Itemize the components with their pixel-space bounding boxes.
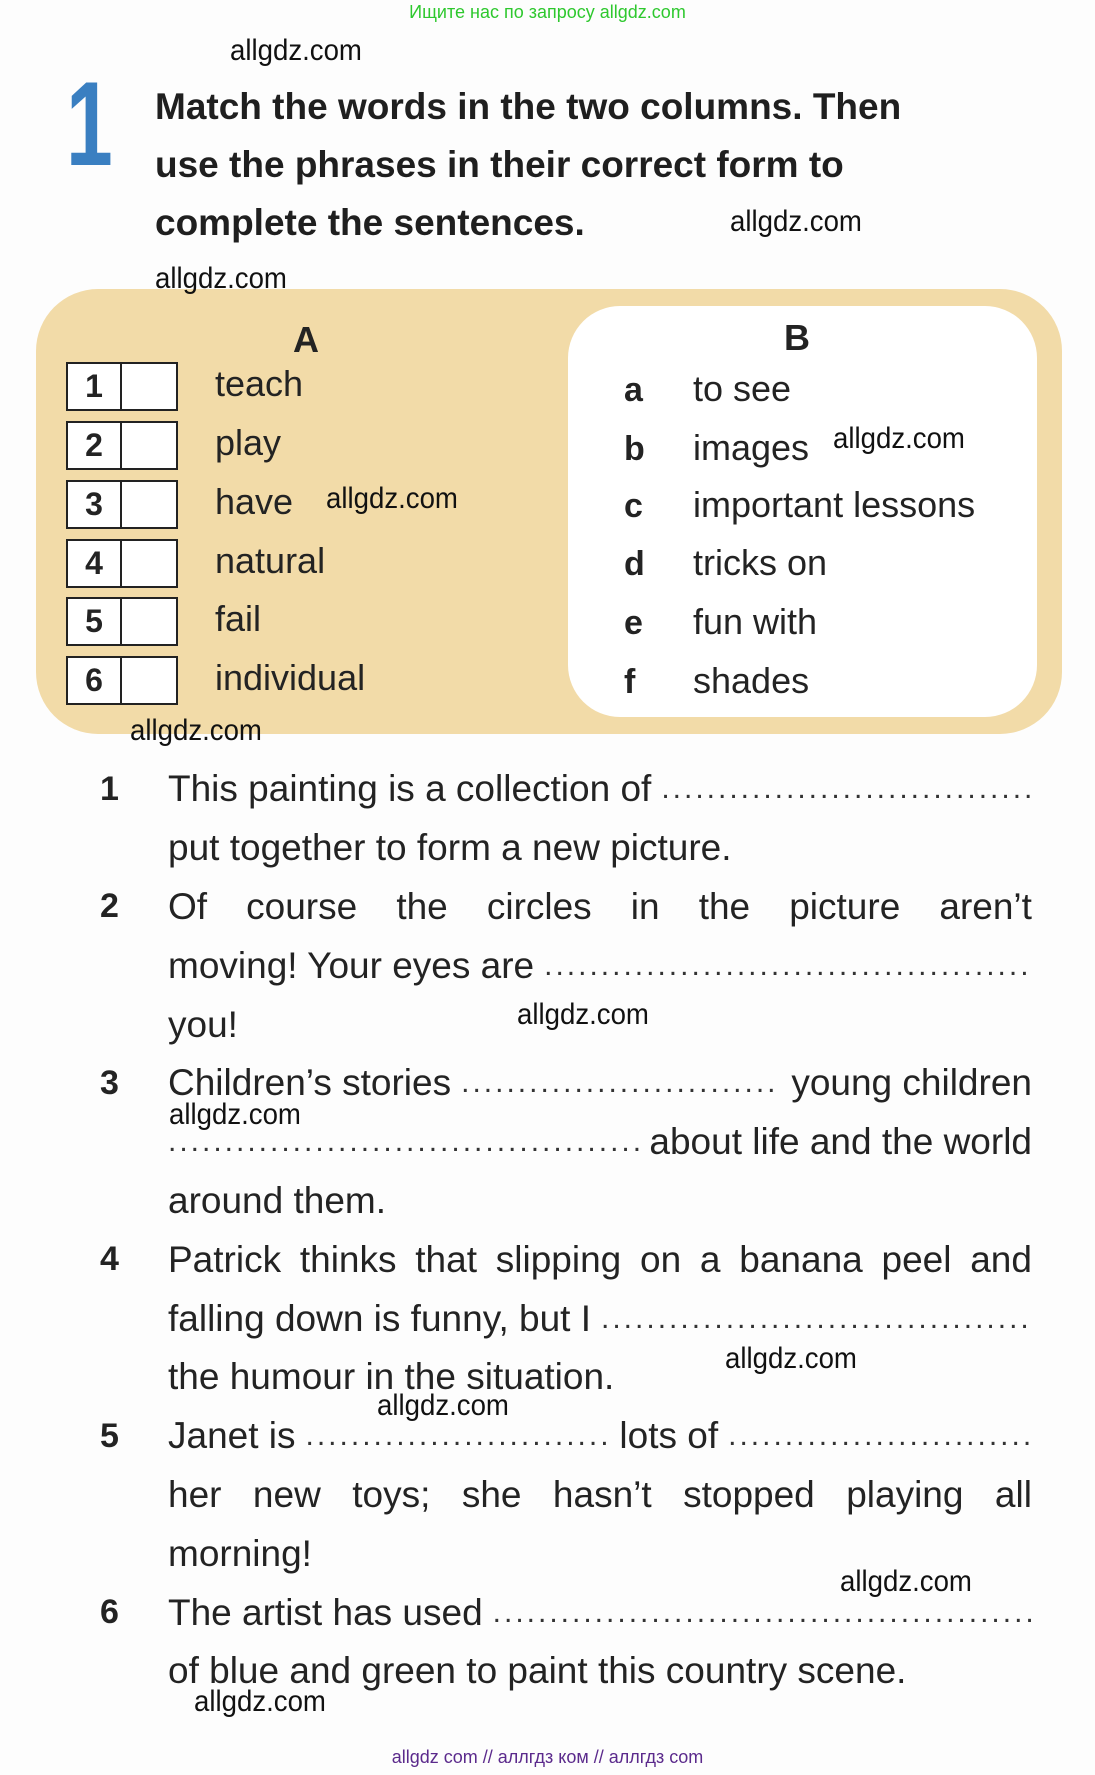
column-b-header: B xyxy=(784,317,810,358)
sentence-fragment: the xyxy=(396,885,448,927)
sentence xyxy=(100,1230,1032,1406)
answer-blank[interactable] xyxy=(461,1066,781,1100)
sentence-line xyxy=(100,878,1032,937)
sentence-line xyxy=(100,819,1032,878)
item-letter: d xyxy=(624,545,645,583)
item-number: 6 xyxy=(68,658,122,703)
column-a-word: teach xyxy=(215,363,304,404)
column-a-word: natural xyxy=(215,540,326,581)
sentence-fragment: young children xyxy=(791,1062,1032,1104)
sentence-text xyxy=(168,1239,1032,1281)
answer-blank[interactable] xyxy=(661,772,1032,806)
instruction-line: complete the sentences. xyxy=(155,202,585,243)
sentence-line xyxy=(100,1407,1032,1466)
sentence-fragment: new xyxy=(252,1473,321,1515)
sentence-fragment: a xyxy=(699,1238,721,1280)
answer-input[interactable] xyxy=(122,423,176,468)
sentence-fragment: aren’t xyxy=(939,885,1032,927)
answer-blank[interactable] xyxy=(306,1419,610,1453)
sentence-text xyxy=(168,1356,1032,1398)
sentence-number: 5 xyxy=(100,1416,119,1455)
sentence-fragment: you! xyxy=(168,1003,238,1045)
item-number: 3 xyxy=(68,482,122,527)
column-a-word: have xyxy=(215,481,294,522)
sentence-fragment: all xyxy=(994,1473,1032,1515)
sentence-fragment: Of xyxy=(168,885,208,927)
answer-box xyxy=(66,539,178,588)
sentence-fragment: This painting is a collection of xyxy=(168,768,652,810)
sentence-line xyxy=(100,1172,1032,1231)
footer-links[interactable]: allgdz com // аллгдз ком // аллгдз com xyxy=(391,1747,704,1767)
sentence-text xyxy=(168,827,1032,869)
instruction-line: use the phrases in their correct form to xyxy=(155,144,844,185)
sentence-fragment: slipping xyxy=(495,1238,622,1280)
answer-input[interactable] xyxy=(122,658,176,703)
sentence-fragment: falling down is funny, but I xyxy=(168,1297,592,1339)
item-number: 1 xyxy=(68,364,122,409)
sentence-fragment: Janet is xyxy=(168,1415,296,1457)
sentence-line xyxy=(100,760,1032,819)
sentence-fragment: her xyxy=(168,1473,222,1515)
watermark: allgdz.com xyxy=(169,1098,301,1131)
watermark: allgdz.com xyxy=(230,34,362,67)
answer-box xyxy=(66,480,178,529)
sentence-fragment: course xyxy=(246,885,358,927)
sentence-number: 2 xyxy=(100,887,119,926)
sentence-line xyxy=(100,1466,1032,1525)
sentence-fragment: morning! xyxy=(168,1532,312,1574)
answer-blank[interactable] xyxy=(493,1596,1032,1630)
sentence-fragment: around them. xyxy=(168,1179,387,1221)
answer-input[interactable] xyxy=(122,364,176,409)
item-number: 2 xyxy=(68,423,122,468)
exercise-number: 1 xyxy=(66,57,113,191)
item-letter: a xyxy=(624,371,643,409)
sentence xyxy=(100,1054,1032,1230)
watermark: allgdz.com xyxy=(326,482,458,515)
watermark: allgdz.com xyxy=(833,422,965,455)
item-letter: c xyxy=(624,487,643,525)
answer-blank[interactable] xyxy=(728,1419,1032,1453)
exercise-instructions xyxy=(155,78,1055,252)
watermark: allgdz.com xyxy=(130,714,262,747)
column-a-header: A xyxy=(293,319,319,360)
sentence-text xyxy=(168,1298,1032,1340)
sentence-number: 6 xyxy=(100,1593,119,1632)
watermark: allgdz.com xyxy=(377,1389,509,1422)
column-b-phrase: to see xyxy=(693,368,792,409)
column-a-word: individual xyxy=(215,657,366,698)
sentence-fragment: moving! Your eyes are xyxy=(168,944,535,986)
sentence xyxy=(100,1583,1032,1701)
answer-blank[interactable] xyxy=(601,1302,1032,1336)
sentence-fragment: circles xyxy=(486,885,592,927)
watermark: allgdz.com xyxy=(194,1685,326,1718)
column-a-word: fail xyxy=(215,598,262,639)
sentence-fragment: put together to form a new picture. xyxy=(168,827,732,869)
item-letter: b xyxy=(624,430,645,468)
sentence-fragment: about life and the world xyxy=(649,1121,1032,1163)
sentence-fragment: that xyxy=(415,1238,477,1280)
answer-input[interactable] xyxy=(122,482,176,527)
sentence-fragment: peel xyxy=(881,1238,952,1280)
column-b-phrase: important lessons xyxy=(693,484,976,525)
item-letter: f xyxy=(624,663,636,701)
sentence-fragment: hasn’t xyxy=(552,1473,652,1515)
sentence-fragment: she xyxy=(461,1473,522,1515)
sentence-line xyxy=(100,1289,1032,1348)
sentence-list xyxy=(100,760,1032,1701)
sentence-fragment: playing xyxy=(846,1473,964,1515)
sentence-fragment: the xyxy=(698,885,751,927)
answer-input[interactable] xyxy=(122,541,176,586)
search-hint-link[interactable]: Ищите нас по запросу allgdz.com xyxy=(409,2,686,22)
sentence-fragment: stopped xyxy=(683,1473,815,1515)
item-number: 5 xyxy=(68,599,122,644)
sentence-number: 4 xyxy=(100,1240,119,1279)
sentence-fragment: The artist has used xyxy=(168,1591,483,1633)
sentence-text xyxy=(168,945,1032,987)
sentence-fragment: in xyxy=(630,885,660,927)
column-b-phrase: tricks on xyxy=(693,542,828,583)
answer-box xyxy=(66,656,178,705)
answer-box xyxy=(66,421,178,470)
column-b-phrase: fun with xyxy=(693,601,818,642)
sentence-fragment: the humour in the situation. xyxy=(168,1356,615,1398)
sentence-fragment: toys; xyxy=(352,1473,431,1515)
sentence-fragment: banana xyxy=(739,1238,863,1280)
sentence-text xyxy=(168,768,1032,810)
sentence-line xyxy=(100,936,1032,995)
watermark: allgdz.com xyxy=(517,998,649,1031)
sentence-fragment: of blue and green to paint this country scene. xyxy=(168,1650,907,1692)
sentence-text xyxy=(168,1415,1032,1457)
item-letter: e xyxy=(624,604,643,642)
watermark: allgdz.com xyxy=(725,1342,857,1375)
sentence-fragment: lots of xyxy=(619,1415,719,1457)
sentence-line xyxy=(100,1348,1032,1407)
answer-input[interactable] xyxy=(122,599,176,644)
answer-box xyxy=(66,597,178,646)
sentence-fragment: Patrick xyxy=(168,1238,282,1280)
answer-blank[interactable] xyxy=(544,949,1032,983)
sentence-fragment: picture xyxy=(789,885,901,927)
sentence-fragment: thinks xyxy=(299,1238,397,1280)
sentence-text xyxy=(168,1474,1032,1516)
sentence-number: 3 xyxy=(100,1063,119,1102)
sentence-fragment: Children’s stories xyxy=(168,1062,452,1104)
sentence-line xyxy=(100,1230,1032,1289)
sentence xyxy=(100,1407,1032,1583)
sentence-number: 1 xyxy=(100,769,119,808)
watermark: allgdz.com xyxy=(155,262,287,295)
sentence-fragment: on xyxy=(640,1238,682,1280)
answer-box xyxy=(66,362,178,411)
item-number: 4 xyxy=(68,541,122,586)
sentence xyxy=(100,760,1032,878)
watermark: allgdz.com xyxy=(730,205,862,238)
column-a-word: play xyxy=(215,422,282,463)
watermark: allgdz.com xyxy=(840,1565,972,1598)
column-b-phrase: images xyxy=(693,427,810,468)
sentence-text xyxy=(168,1180,1032,1222)
column-b-phrase: shades xyxy=(693,660,810,701)
sentence-text xyxy=(168,886,1032,928)
instruction-line: Match the words in the two columns. Then xyxy=(155,86,902,127)
sentence-fragment: and xyxy=(970,1238,1032,1280)
